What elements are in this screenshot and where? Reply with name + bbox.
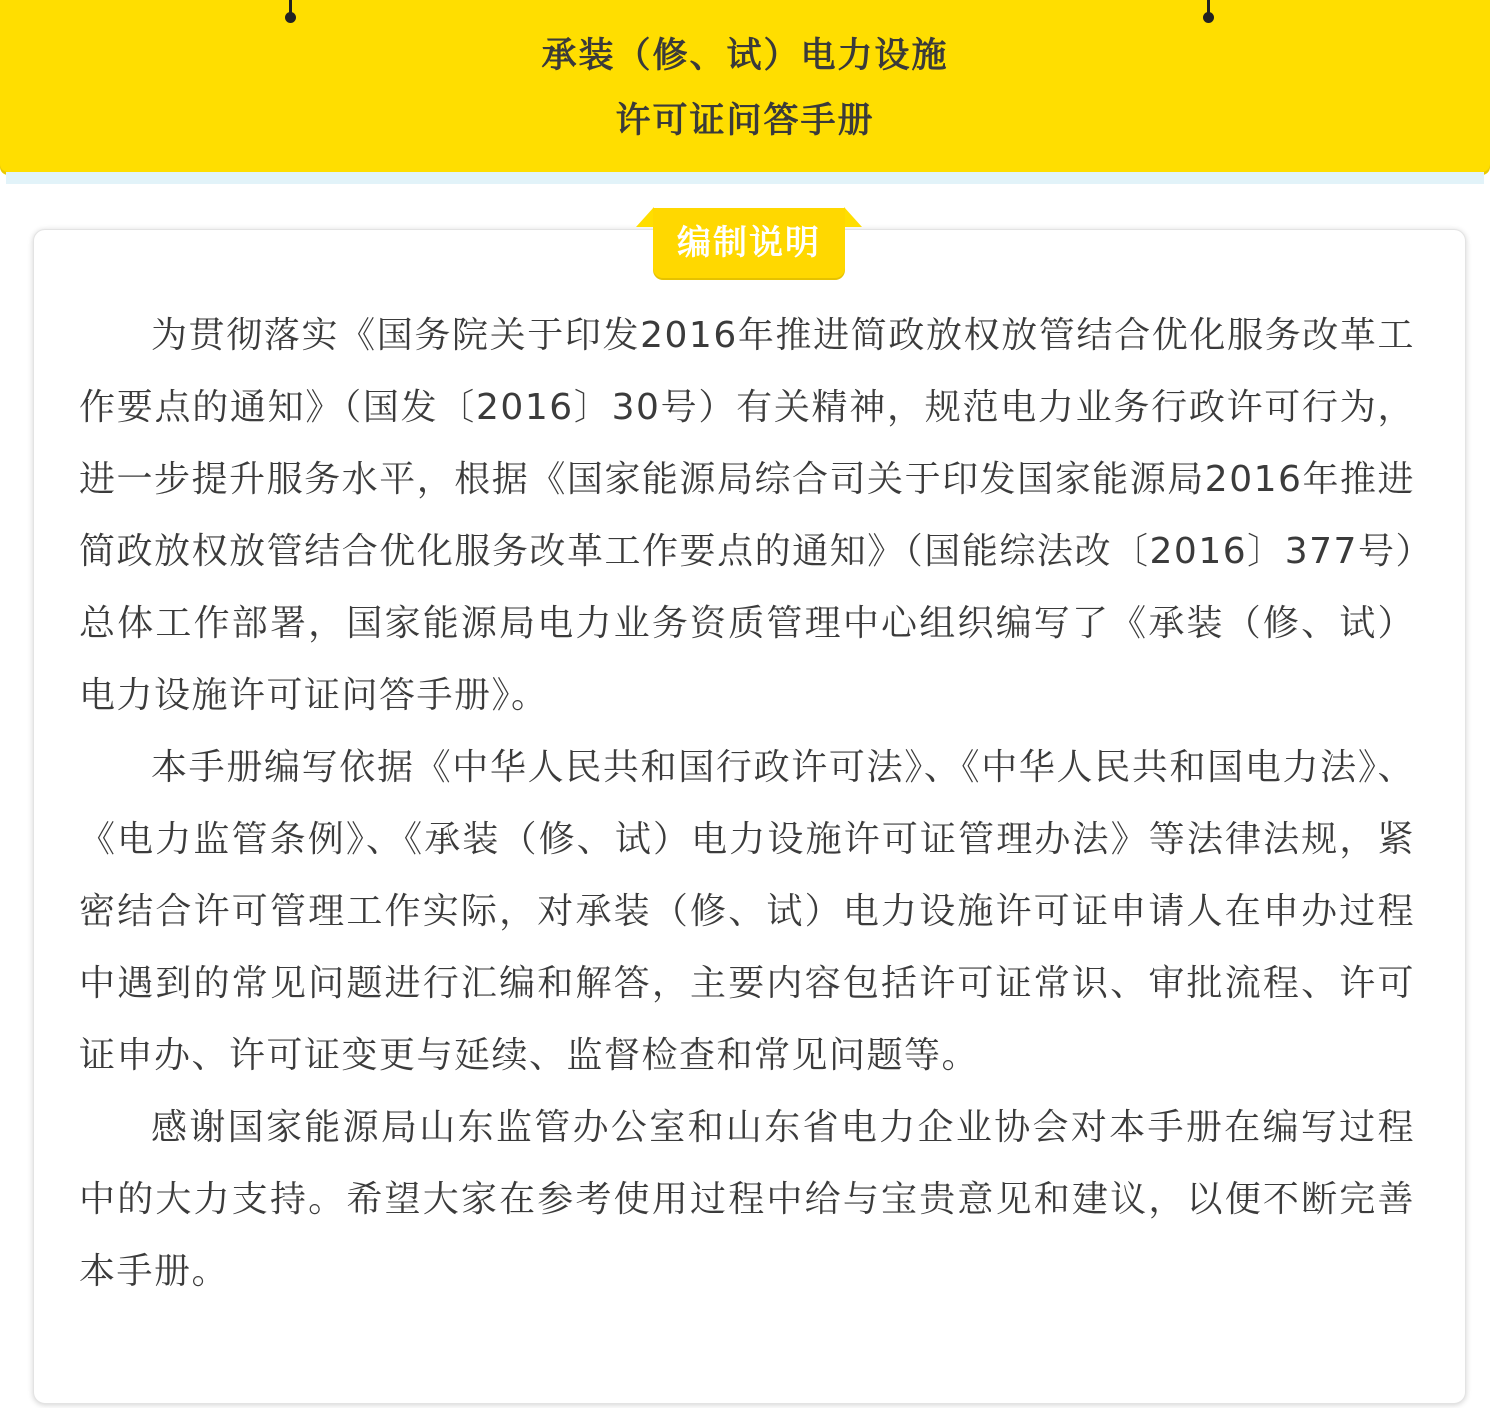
hanger-pin-left: [289, 0, 292, 17]
hanger-pin-right: [1207, 0, 1210, 17]
section-body: [79, 300, 1415, 1308]
header-banner: [0, 0, 1490, 172]
tab-fold-left: [636, 207, 654, 227]
paragraph-basis-and-scope: 本手册编写依据《中华人民共和国行政许可法》、《中华人民共和国电力法》、《电力监管条例》、《承装（修、试）电力设施许可证管理办法》等法律法规，紧密结合许可管理工作实际，对承装（修、试）电力设施许可证申请人在申办过程中遇到的常见问题进行汇编和解答，主要内容包括许可证常识、审批流程、许可证申办、许可证变更与延续、监督检查和常见问题等。: [79, 747, 1415, 1076]
paragraph-acknowledgements: 感谢国家能源局山东监管办公室和山东省电力企业协会对本手册在编写过程中的大力支持。希望大家在参考使用过程中给与宝贵意见和建议，以便不断完善本手册。: [79, 1107, 1415, 1292]
page-title-line2: 许可证问答手册: [615, 101, 875, 141]
paragraph-purpose: 为贯彻落实《国务院关于印发2016年推进简政放权放管结合优化服务改革工作要点的通知》（国发〔2016〕30号）有关精神，规范电力业务行政许可行为，进一步提升服务水平，根据《国家能源局综合司关于印发国家能源局2016年推进简政放权放管结合优化服务改革工作要点的通知》（国能综法改〔2016〕377号）总体工作部署，国家能源局电力业务资质管理中心组织编写了《承装（修、试）电力设施许可证问答手册》。: [79, 315, 1415, 716]
section-tab-compilation-notes: 编制说明: [653, 208, 845, 278]
page-title-line1: 承装（修、试）电力设施: [541, 36, 949, 76]
tab-fold-right: [844, 207, 862, 227]
banner-accent-strip: [6, 172, 1484, 184]
